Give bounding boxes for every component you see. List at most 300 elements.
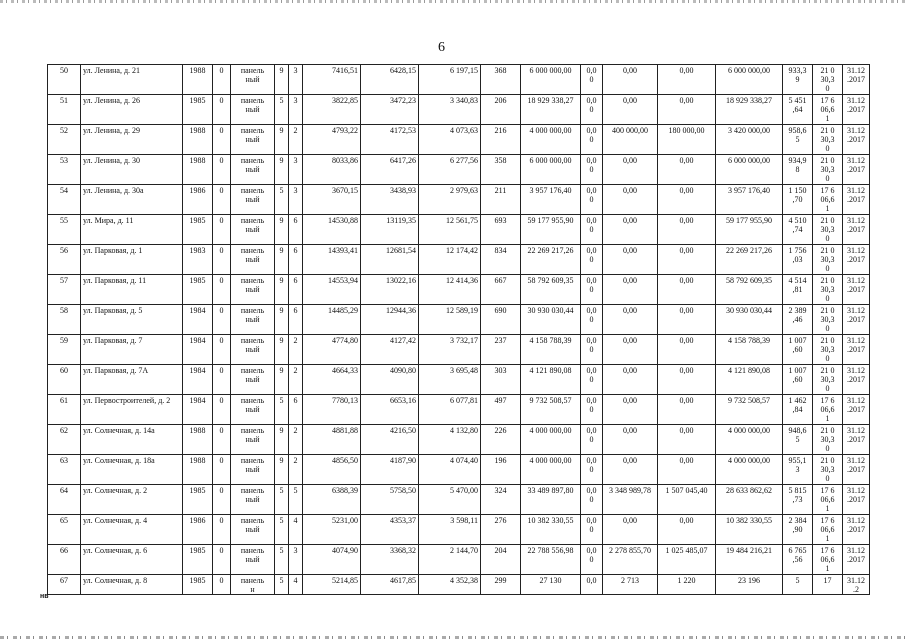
living-area-cell: 4127,42 (361, 335, 419, 365)
municipal-cell: 0,00 (658, 365, 716, 395)
living-area-cell: 4090,80 (361, 365, 419, 395)
total-cost-cell: 4 000 000,00 (521, 455, 581, 485)
zero-cell: 0 (213, 515, 231, 545)
deadline-cell: 31.12 .2017 (843, 185, 870, 215)
max-cost-cell: 17 6 06,6 1 (813, 515, 843, 545)
entrances-cell: 6 (289, 395, 303, 425)
address-cell: ул. Ленина, д. 26 (81, 95, 183, 125)
regional-cell: 0,00 (603, 425, 658, 455)
federal-cell: 0,0 0 (581, 155, 603, 185)
residents-cell: 206 (481, 95, 521, 125)
regional-cell: 0,00 (603, 515, 658, 545)
municipal-cell: 0,00 (658, 275, 716, 305)
max-cost-cell: 21 0 30,3 0 (813, 245, 843, 275)
max-cost-cell: 21 0 30,3 0 (813, 65, 843, 95)
regional-cell: 0,00 (603, 65, 658, 95)
table-row (48, 455, 870, 485)
deadline-cell: 31.12 .2 (843, 575, 870, 595)
total-cost-cell: 3 957 176,40 (521, 185, 581, 215)
residents-cell: 196 (481, 455, 521, 485)
table-row (48, 245, 870, 275)
federal-cell: 0,0 0 (581, 425, 603, 455)
cost-per-m2-cell: 4 514 ,81 (783, 275, 813, 305)
deadline-cell: 31.12 .2017 (843, 305, 870, 335)
year-cell: 1988 (183, 455, 213, 485)
max-cost-cell: 21 0 30,3 0 (813, 365, 843, 395)
row-number-cell: 61 (48, 395, 81, 425)
total-cost-cell: 33 489 897,80 (521, 485, 581, 515)
entrances-cell: 6 (289, 215, 303, 245)
federal-cell: 0,0 0 (581, 455, 603, 485)
row-number-cell: 58 (48, 305, 81, 335)
owners-funds-cell: 3 957 176,40 (716, 185, 783, 215)
total-cost-cell: 4 000 000,00 (521, 425, 581, 455)
federal-cell: 0,0 0 (581, 95, 603, 125)
zero-cell: 0 (213, 365, 231, 395)
zero-cell: 0 (213, 245, 231, 275)
entrances-cell: 3 (289, 95, 303, 125)
residents-cell: 204 (481, 545, 521, 575)
wall-material-cell: панель ный (231, 485, 275, 515)
municipal-cell: 0,00 (658, 335, 716, 365)
federal-cell: 0,0 0 (581, 125, 603, 155)
wall-material-cell: панель ный (231, 545, 275, 575)
living-area-cell: 6417,26 (361, 155, 419, 185)
row-number-cell: 53 (48, 155, 81, 185)
regional-cell: 0,00 (603, 95, 658, 125)
row-number-cell: 51 (48, 95, 81, 125)
max-cost-cell: 21 0 30,3 0 (813, 335, 843, 365)
table-row (48, 185, 870, 215)
municipal-cell: 0,00 (658, 155, 716, 185)
residents-cell: 276 (481, 515, 521, 545)
total-area-cell: 4074,90 (303, 545, 361, 575)
floors-cell: 5 (275, 575, 289, 595)
cost-per-m2-cell: 2 389 ,46 (783, 305, 813, 335)
year-cell: 1988 (183, 155, 213, 185)
federal-cell: 0,0 0 (581, 305, 603, 335)
row-number-cell: 64 (48, 485, 81, 515)
address-cell: ул. Солнечная, д. 2 (81, 485, 183, 515)
federal-cell: 0,0 0 (581, 335, 603, 365)
total-area-cell: 4856,50 (303, 455, 361, 485)
private-area-cell: 12 561,75 (419, 215, 481, 245)
federal-cell: 0,0 0 (581, 65, 603, 95)
private-area-cell: 4 352,38 (419, 575, 481, 595)
year-cell: 1986 (183, 185, 213, 215)
owners-funds-cell: 4 158 788,39 (716, 335, 783, 365)
total-area-cell: 14530,88 (303, 215, 361, 245)
zero-cell: 0 (213, 125, 231, 155)
cost-per-m2-cell: 958,6 5 (783, 125, 813, 155)
year-cell: 1988 (183, 125, 213, 155)
total-cost-cell: 59 177 955,90 (521, 215, 581, 245)
year-cell: 1984 (183, 395, 213, 425)
total-cost-cell: 27 130 (521, 575, 581, 595)
year-cell: 1985 (183, 95, 213, 125)
zero-cell: 0 (213, 185, 231, 215)
zero-cell: 0 (213, 65, 231, 95)
year-cell: 1986 (183, 515, 213, 545)
entrances-cell: 2 (289, 425, 303, 455)
table-row (48, 125, 870, 155)
footer-mark: нв (40, 593, 49, 600)
year-cell: 1983 (183, 245, 213, 275)
table-body (48, 65, 870, 595)
regional-cell: 0,00 (603, 245, 658, 275)
living-area-cell: 13022,16 (361, 275, 419, 305)
living-area-cell: 4216,50 (361, 425, 419, 455)
regional-cell: 0,00 (603, 155, 658, 185)
living-area-cell: 6428,15 (361, 65, 419, 95)
cost-per-m2-cell: 1 462 ,84 (783, 395, 813, 425)
row-number-cell: 54 (48, 185, 81, 215)
entrances-cell: 3 (289, 545, 303, 575)
address-cell: ул. Солнечная, д. 4 (81, 515, 183, 545)
total-area-cell: 6388,39 (303, 485, 361, 515)
entrances-cell: 6 (289, 275, 303, 305)
total-area-cell: 3670,15 (303, 185, 361, 215)
total-area-cell: 14485,29 (303, 305, 361, 335)
address-cell: ул. Парковая, д. 11 (81, 275, 183, 305)
max-cost-cell: 17 6 06,6 1 (813, 485, 843, 515)
entrances-cell: 5 (289, 485, 303, 515)
private-area-cell: 4 074,40 (419, 455, 481, 485)
floors-cell: 5 (275, 95, 289, 125)
regional-cell: 0,00 (603, 185, 658, 215)
wall-material-cell: панель ный (231, 425, 275, 455)
municipal-cell: 0,00 (658, 455, 716, 485)
table-row (48, 335, 870, 365)
regional-cell: 400 000,00 (603, 125, 658, 155)
owners-funds-cell: 28 633 862,62 (716, 485, 783, 515)
deadline-cell: 31.12 .2017 (843, 275, 870, 305)
owners-funds-cell: 18 929 338,27 (716, 95, 783, 125)
row-number-cell: 50 (48, 65, 81, 95)
residents-cell: 299 (481, 575, 521, 595)
cost-per-m2-cell: 4 510 ,74 (783, 215, 813, 245)
municipal-cell: 0,00 (658, 95, 716, 125)
private-area-cell: 12 414,36 (419, 275, 481, 305)
floors-cell: 9 (275, 275, 289, 305)
cost-per-m2-cell: 5 451 ,64 (783, 95, 813, 125)
floors-cell: 9 (275, 155, 289, 185)
wall-material-cell: панель ный (231, 125, 275, 155)
floors-cell: 5 (275, 185, 289, 215)
owners-funds-cell: 3 420 000,00 (716, 125, 783, 155)
regional-cell: 0,00 (603, 215, 658, 245)
wall-material-cell: панель ный (231, 215, 275, 245)
residents-cell: 497 (481, 395, 521, 425)
regional-cell: 0,00 (603, 365, 658, 395)
floors-cell: 9 (275, 425, 289, 455)
floors-cell: 9 (275, 245, 289, 275)
address-cell: ул. Ленина, д. 30а (81, 185, 183, 215)
private-area-cell: 3 695,48 (419, 365, 481, 395)
owners-funds-cell: 4 000 000,00 (716, 425, 783, 455)
table-row (48, 155, 870, 185)
total-cost-cell: 30 930 030,44 (521, 305, 581, 335)
floors-cell: 9 (275, 365, 289, 395)
total-area-cell: 4774,80 (303, 335, 361, 365)
deadline-cell: 31.12 .2017 (843, 395, 870, 425)
residents-cell: 368 (481, 65, 521, 95)
regional-cell: 0,00 (603, 455, 658, 485)
deadline-cell: 31.12 .2017 (843, 365, 870, 395)
max-cost-cell: 21 0 30,3 0 (813, 425, 843, 455)
address-cell: ул. Первостроителей, д. 2 (81, 395, 183, 425)
wall-material-cell: панель ный (231, 275, 275, 305)
total-cost-cell: 22 269 217,26 (521, 245, 581, 275)
deadline-cell: 31.12 .2017 (843, 455, 870, 485)
table-row (48, 545, 870, 575)
floors-cell: 9 (275, 335, 289, 365)
municipal-cell: 0,00 (658, 305, 716, 335)
address-cell: ул. Мира, д. 11 (81, 215, 183, 245)
row-number-cell: 57 (48, 275, 81, 305)
address-cell: ул. Ленина, д. 21 (81, 65, 183, 95)
residents-cell: 358 (481, 155, 521, 185)
total-cost-cell: 18 929 338,27 (521, 95, 581, 125)
private-area-cell: 6 077,81 (419, 395, 481, 425)
total-cost-cell: 4 158 788,39 (521, 335, 581, 365)
living-area-cell: 12681,54 (361, 245, 419, 275)
row-number-cell: 52 (48, 125, 81, 155)
municipal-cell: 0,00 (658, 395, 716, 425)
row-number-cell: 62 (48, 425, 81, 455)
living-area-cell: 6653,16 (361, 395, 419, 425)
living-area-cell: 5758,50 (361, 485, 419, 515)
address-cell: ул. Солнечная, д. 18а (81, 455, 183, 485)
address-cell: ул. Парковая, д. 7А (81, 365, 183, 395)
private-area-cell: 2 144,70 (419, 545, 481, 575)
deadline-cell: 31.12 .2017 (843, 65, 870, 95)
year-cell: 1985 (183, 485, 213, 515)
floors-cell: 9 (275, 215, 289, 245)
entrances-cell: 3 (289, 155, 303, 185)
total-cost-cell: 4 121 890,08 (521, 365, 581, 395)
private-area-cell: 3 340,83 (419, 95, 481, 125)
deadline-cell: 31.12 .2017 (843, 515, 870, 545)
cost-per-m2-cell: 6 765 ,56 (783, 545, 813, 575)
residents-cell: 324 (481, 485, 521, 515)
cost-per-m2-cell: 1 150 ,70 (783, 185, 813, 215)
private-area-cell: 12 589,19 (419, 305, 481, 335)
table-row (48, 485, 870, 515)
max-cost-cell: 21 0 30,3 0 (813, 215, 843, 245)
residents-cell: 211 (481, 185, 521, 215)
max-cost-cell: 17 6 06,6 1 (813, 545, 843, 575)
owners-funds-cell: 6 000 000,00 (716, 65, 783, 95)
federal-cell: 0,0 0 (581, 395, 603, 425)
cost-per-m2-cell: 5 815 ,73 (783, 485, 813, 515)
federal-cell: 0,0 0 (581, 245, 603, 275)
deadline-cell: 31.12 .2017 (843, 485, 870, 515)
cost-per-m2-cell: 933,3 9 (783, 65, 813, 95)
entrances-cell: 6 (289, 245, 303, 275)
max-cost-cell: 21 0 30,3 0 (813, 125, 843, 155)
zero-cell: 0 (213, 335, 231, 365)
wall-material-cell: панель ный (231, 365, 275, 395)
wall-material-cell: панель ный (231, 515, 275, 545)
total-cost-cell: 22 788 556,98 (521, 545, 581, 575)
deadline-cell: 31.12 .2017 (843, 245, 870, 275)
total-area-cell: 7780,13 (303, 395, 361, 425)
federal-cell: 0,0 0 (581, 485, 603, 515)
table-row (48, 305, 870, 335)
private-area-cell: 4 132,80 (419, 425, 481, 455)
regional-cell: 0,00 (603, 335, 658, 365)
floors-cell: 5 (275, 515, 289, 545)
total-area-cell: 4881,88 (303, 425, 361, 455)
living-area-cell: 4353,37 (361, 515, 419, 545)
municipal-cell: 0,00 (658, 515, 716, 545)
total-cost-cell: 10 382 330,55 (521, 515, 581, 545)
year-cell: 1984 (183, 305, 213, 335)
owners-funds-cell: 10 382 330,55 (716, 515, 783, 545)
row-number-cell: 56 (48, 245, 81, 275)
cost-per-m2-cell: 1 007 ,60 (783, 335, 813, 365)
max-cost-cell: 17 6 06,6 1 (813, 185, 843, 215)
floors-cell: 5 (275, 395, 289, 425)
zero-cell: 0 (213, 95, 231, 125)
deadline-cell: 31.12 .2017 (843, 155, 870, 185)
private-area-cell: 6 277,56 (419, 155, 481, 185)
wall-material-cell: панель ный (231, 335, 275, 365)
table-row (48, 425, 870, 455)
zero-cell: 0 (213, 545, 231, 575)
address-cell: ул. Ленина, д. 30 (81, 155, 183, 185)
zero-cell: 0 (213, 575, 231, 595)
residents-cell: 226 (481, 425, 521, 455)
max-cost-cell: 21 0 30,3 0 (813, 305, 843, 335)
year-cell: 1985 (183, 545, 213, 575)
total-cost-cell: 6 000 000,00 (521, 155, 581, 185)
address-cell: ул. Солнечная, д. 14а (81, 425, 183, 455)
total-area-cell: 4793,22 (303, 125, 361, 155)
year-cell: 1988 (183, 65, 213, 95)
row-number-cell: 55 (48, 215, 81, 245)
table-row (48, 575, 870, 595)
entrances-cell: 6 (289, 305, 303, 335)
entrances-cell: 2 (289, 455, 303, 485)
cost-per-m2-cell: 934,9 8 (783, 155, 813, 185)
municipal-cell: 0,00 (658, 245, 716, 275)
municipal-cell: 1 507 045,40 (658, 485, 716, 515)
total-area-cell: 5214,85 (303, 575, 361, 595)
entrances-cell: 3 (289, 65, 303, 95)
regional-cell: 0,00 (603, 275, 658, 305)
federal-cell: 0,0 (581, 575, 603, 595)
floors-cell: 9 (275, 125, 289, 155)
total-area-cell: 7416,51 (303, 65, 361, 95)
cost-per-m2-cell: 1 756 ,03 (783, 245, 813, 275)
total-cost-cell: 9 732 508,57 (521, 395, 581, 425)
year-cell: 1988 (183, 425, 213, 455)
row-number-cell: 60 (48, 365, 81, 395)
entrances-cell: 4 (289, 515, 303, 545)
scan-bottom-edge (0, 636, 905, 639)
regional-cell: 2 278 855,70 (603, 545, 658, 575)
address-cell: ул. Ленина, д. 29 (81, 125, 183, 155)
deadline-cell: 31.12 .2017 (843, 335, 870, 365)
private-area-cell: 5 470,00 (419, 485, 481, 515)
row-number-cell: 66 (48, 545, 81, 575)
table-row (48, 395, 870, 425)
cost-per-m2-cell: 2 384 ,90 (783, 515, 813, 545)
entrances-cell: 2 (289, 335, 303, 365)
floors-cell: 9 (275, 305, 289, 335)
table-row (48, 95, 870, 125)
wall-material-cell: панель ный (231, 95, 275, 125)
entrances-cell: 4 (289, 575, 303, 595)
living-area-cell: 4172,53 (361, 125, 419, 155)
residents-cell: 667 (481, 275, 521, 305)
row-number-cell: 65 (48, 515, 81, 545)
owners-funds-cell: 19 484 216,21 (716, 545, 783, 575)
private-area-cell: 3 732,17 (419, 335, 481, 365)
owners-funds-cell: 23 196 (716, 575, 783, 595)
living-area-cell: 13119,35 (361, 215, 419, 245)
total-cost-cell: 6 000 000,00 (521, 65, 581, 95)
table-row (48, 215, 870, 245)
entrances-cell: 3 (289, 185, 303, 215)
year-cell: 1984 (183, 365, 213, 395)
federal-cell: 0,0 0 (581, 515, 603, 545)
entrances-cell: 2 (289, 365, 303, 395)
zero-cell: 0 (213, 425, 231, 455)
owners-funds-cell: 30 930 030,44 (716, 305, 783, 335)
private-area-cell: 3 598,11 (419, 515, 481, 545)
living-area-cell: 3368,32 (361, 545, 419, 575)
municipal-cell: 1 025 485,07 (658, 545, 716, 575)
wall-material-cell: панель ный (231, 185, 275, 215)
living-area-cell: 3438,93 (361, 185, 419, 215)
municipal-cell: 0,00 (658, 65, 716, 95)
federal-cell: 0,0 0 (581, 545, 603, 575)
floors-cell: 9 (275, 65, 289, 95)
residents-cell: 237 (481, 335, 521, 365)
wall-material-cell: панель ный (231, 65, 275, 95)
address-cell: ул. Солнечная, д. 8 (81, 575, 183, 595)
table-row (48, 65, 870, 95)
living-area-cell: 4617,85 (361, 575, 419, 595)
deadline-cell: 31.12 .2017 (843, 215, 870, 245)
living-area-cell: 4187,90 (361, 455, 419, 485)
living-area-cell: 12944,36 (361, 305, 419, 335)
residents-cell: 693 (481, 215, 521, 245)
year-cell: 1984 (183, 335, 213, 365)
cost-per-m2-cell: 5 (783, 575, 813, 595)
municipal-cell: 0,00 (658, 185, 716, 215)
max-cost-cell: 17 6 06,6 1 (813, 395, 843, 425)
total-cost-cell: 58 792 609,35 (521, 275, 581, 305)
zero-cell: 0 (213, 215, 231, 245)
total-area-cell: 14393,41 (303, 245, 361, 275)
max-cost-cell: 21 0 30,3 0 (813, 275, 843, 305)
wall-material-cell: панель ный (231, 155, 275, 185)
housing-repair-table (47, 64, 870, 595)
max-cost-cell: 21 0 30,3 0 (813, 455, 843, 485)
max-cost-cell: 17 (813, 575, 843, 595)
year-cell: 1985 (183, 215, 213, 245)
municipal-cell: 0,00 (658, 215, 716, 245)
federal-cell: 0,0 0 (581, 275, 603, 305)
floors-cell: 9 (275, 455, 289, 485)
wall-material-cell: панель ный (231, 245, 275, 275)
row-number-cell: 67 (48, 575, 81, 595)
private-area-cell: 4 073,63 (419, 125, 481, 155)
